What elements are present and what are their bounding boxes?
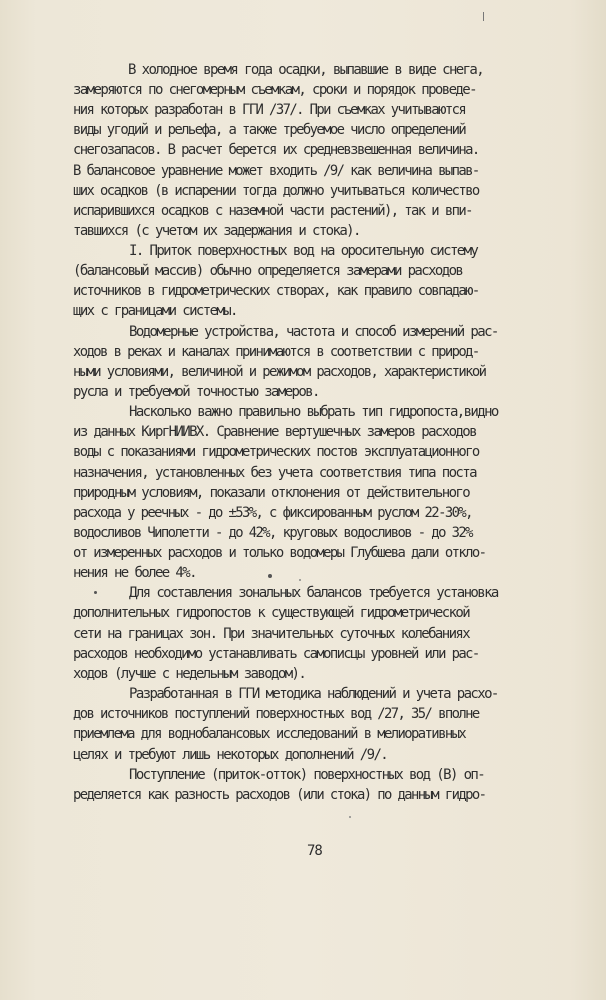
- text-line: природным условиям, показали отклонения от действительного: [73, 485, 470, 501]
- text-line: водосливов Чиполетти - до 42%, круговых водосливов - до 32%: [73, 525, 472, 541]
- page-number: 78: [307, 843, 322, 859]
- text-line: В балансовое уравнение может входить /9/ как величина выпав-: [73, 163, 479, 179]
- text-line: ходов в реках и каналах принимаются в соответствии с природ-: [73, 344, 479, 360]
- text-line: (балансовый массив) обычно определяется замерами расходов: [73, 263, 463, 279]
- text-line: испарившихся осадков с наземной части растений), так и впи-: [73, 203, 472, 219]
- text-line: I. Приток поверхностных вод на оросительную систему: [129, 243, 478, 259]
- ink-speck: [94, 591, 97, 594]
- text-line: Для составления зональных балансов требуется установка: [129, 585, 498, 601]
- ink-speck: [299, 579, 301, 581]
- ink-speck: [349, 816, 351, 818]
- text-line: ния которых разработан в ГГИ /37/. При съемках учитываются: [73, 102, 466, 118]
- text-line: расходов необходимо устанавливать самописцы уровней или рас-: [73, 646, 479, 662]
- text-line: назначения, установленных без учета соответствия типа поста: [73, 465, 476, 481]
- ink-speck: [268, 574, 272, 578]
- text-line: целях и требуют лишь некоторых дополнений /9/.: [73, 747, 388, 763]
- text-line: виды угодий и рельефа, а также требуемое число определений: [73, 122, 466, 138]
- text-line: Разработанная в ГГИ методика наблюдений и учета расхо-: [129, 686, 498, 702]
- text-line: ших осадков (в испарении тогда должно учитываться количество: [73, 183, 479, 199]
- text-line: от измеренных расходов и только водомеры Глубшева дали откло-: [73, 545, 486, 561]
- text-line: ходов (лучше с недельным заводом).: [73, 666, 306, 682]
- text-line: русла и требуемой точностью замеров.: [73, 384, 319, 400]
- text-line: источников в гидрометрических створах, как правило совпадаю-: [73, 283, 479, 299]
- text-line: дов источников поступлений поверхностных вод /27, 35/ вполне: [73, 706, 479, 722]
- text-line: сети на границах зон. При значительных суточных колебаниях: [73, 626, 470, 642]
- text-line: замеряются по снегомерным съемкам, сроки и порядок проведе-: [73, 82, 476, 98]
- text-line: Насколько важно правильно выбрать тип гидропоста,видно: [129, 404, 498, 420]
- text-line: ными условиями, величиной и режимом расходов, характеристикой: [73, 364, 486, 380]
- text-line: расхода у реечных - до ±53%, с фиксированным руслом 22-30%,: [73, 505, 472, 521]
- text-line: снегозапасов. В расчет берется их средневзвешенная величина.: [73, 142, 479, 158]
- text-line: В холодное время года осадки, выпавшие в виде снега,: [128, 62, 484, 78]
- text-line: Водомерные устройства, частота и способ измерений рас-: [129, 324, 498, 340]
- text-line: тавшихся (с учетом их задержания и стока).: [73, 223, 360, 239]
- text-line: воды с показаниями гидрометрических постов эксплуатационного: [73, 444, 479, 460]
- text-line: дополнительных гидропостов к существующей гидрометрической: [73, 605, 470, 621]
- text-line: нения не более 4%.: [73, 565, 196, 581]
- text-line: ределяется как разность расходов (или стока) по данным гидро-: [73, 787, 486, 803]
- text-line: Поступление (приток-отток) поверхностных вод (B) оп-: [129, 767, 485, 783]
- text-line: приемлема для воднобалансовых исследований в мелиоративных: [73, 726, 466, 742]
- text-line: щих с границами системы.: [73, 303, 237, 319]
- text-line: из данных КиргНИИВХ. Сравнение вертушечных замеров расходов: [73, 424, 476, 440]
